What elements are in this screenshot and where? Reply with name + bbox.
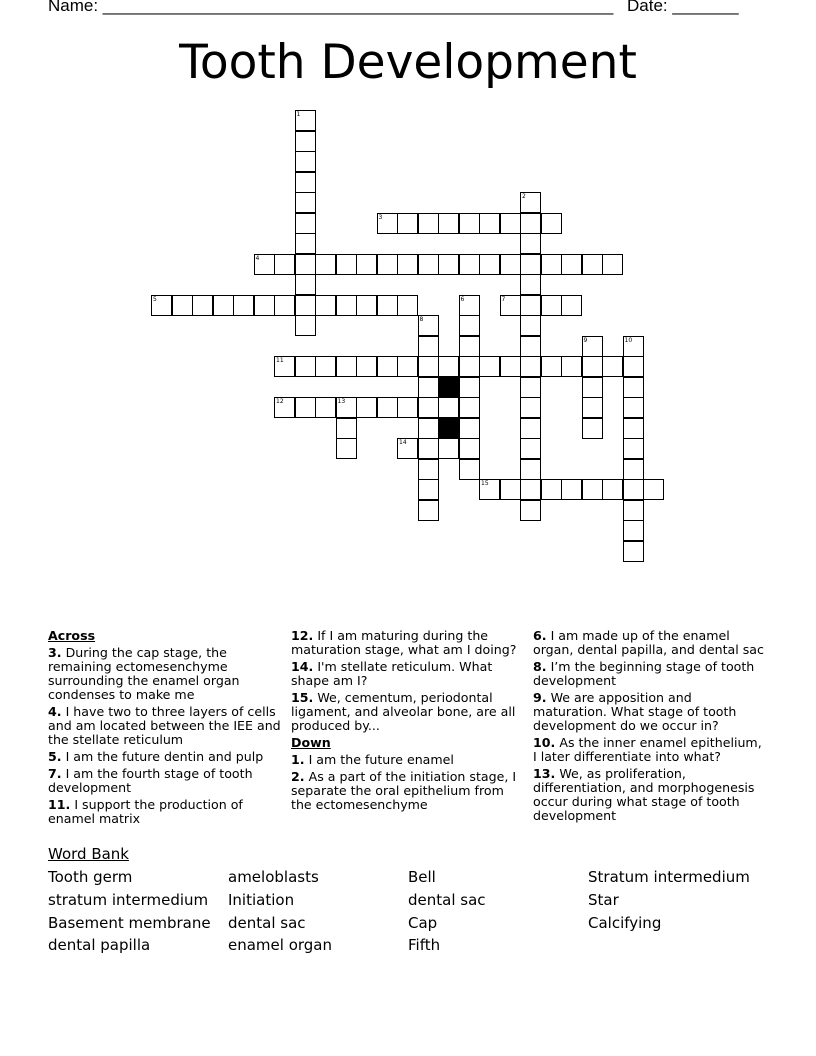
crossword-cell[interactable] <box>520 438 541 459</box>
crossword-cell[interactable] <box>315 295 336 316</box>
crossword-cell[interactable] <box>172 295 193 316</box>
crossword-cell[interactable] <box>459 377 480 398</box>
word-bank-item: ameloblasts <box>228 868 319 886</box>
crossword-cell[interactable] <box>602 479 623 500</box>
crossword-cell[interactable] <box>418 459 439 480</box>
word-bank-item: Bell <box>408 868 436 886</box>
clue-down-1: 1. I am the future enamel <box>291 752 454 767</box>
crossword-cell[interactable] <box>438 397 459 418</box>
cell-number: 3 <box>378 213 383 221</box>
crossword-cell[interactable] <box>520 315 541 336</box>
crossword-cell[interactable] <box>356 356 377 377</box>
crossword-cell[interactable] <box>479 479 500 500</box>
cell-number: 8 <box>419 316 424 323</box>
crossword-cell[interactable] <box>438 254 459 275</box>
crossword-cell[interactable] <box>459 315 480 336</box>
cell-number: 4 <box>255 254 260 262</box>
cell-number: 14 <box>399 439 407 446</box>
crossword-cell[interactable] <box>520 418 541 439</box>
clue-down-9: 9. We are apposition and maturation. What stage of tooth development do we occur in? <box>533 690 737 733</box>
cell-number: 13 <box>337 398 346 405</box>
word-bank-item: Tooth germ <box>48 868 133 886</box>
crossword-cell[interactable] <box>561 356 582 377</box>
crossword-cell[interactable] <box>418 438 439 459</box>
crossword-cell[interactable] <box>397 254 418 275</box>
crossword-cell[interactable] <box>295 356 316 377</box>
crossword-cell[interactable] <box>623 336 644 357</box>
crossword-cell[interactable] <box>520 192 541 213</box>
word-bank-item: Star <box>588 891 619 909</box>
crossword-cell[interactable] <box>602 356 623 377</box>
clue-across-7: 7. I am the fourth stage of tooth development <box>48 766 253 795</box>
clue-down-8: 8. I’m the beginning stage of tooth development <box>533 659 755 688</box>
crossword-cell[interactable] <box>315 356 336 377</box>
word-bank-item: dental sac <box>228 914 306 932</box>
crossword-cell[interactable] <box>295 192 316 213</box>
crossword-cell[interactable] <box>623 377 644 398</box>
crossword-cell[interactable] <box>459 356 480 377</box>
cell-number: 6 <box>460 295 465 303</box>
crossword-cell[interactable] <box>459 336 480 357</box>
crossword-cell[interactable] <box>356 397 377 418</box>
crossword-black-cell <box>438 418 459 439</box>
crossword-cell[interactable] <box>274 397 295 418</box>
crossword-cell[interactable] <box>356 295 377 316</box>
crossword-cell[interactable] <box>356 254 377 275</box>
crossword-cell[interactable] <box>295 131 316 152</box>
crossword-cell[interactable] <box>459 213 480 234</box>
clues-column-2 <box>291 629 523 815</box>
crossword-cell[interactable] <box>438 356 459 377</box>
crossword-cell[interactable] <box>274 254 295 275</box>
crossword-cell[interactable] <box>315 254 336 275</box>
crossword-cell[interactable] <box>520 274 541 295</box>
clue-across-3: 3. During the cap stage, the remaining ectomesenchyme surrounding the enamel organ condenses to make me <box>48 645 240 702</box>
cell-number: 15 <box>481 480 489 487</box>
crossword-cell[interactable] <box>377 213 398 234</box>
crossword-cell[interactable] <box>295 397 316 418</box>
word-bank-item: dental sac <box>408 891 486 909</box>
crossword-cell[interactable] <box>561 295 582 316</box>
clue-across-5: 5. I am the future dentin and pulp <box>48 749 264 764</box>
crossword-cell[interactable] <box>582 254 603 275</box>
word-bank-item: Stratum intermedium <box>588 868 750 886</box>
crossword-cell[interactable] <box>377 397 398 418</box>
crossword-cell[interactable] <box>418 315 439 336</box>
crossword-cell[interactable] <box>377 356 398 377</box>
crossword-cell[interactable] <box>520 459 541 480</box>
crossword-cell[interactable] <box>315 397 336 418</box>
crossword-cell[interactable] <box>623 397 644 418</box>
crossword-cell[interactable] <box>336 438 357 459</box>
crossword-cell[interactable] <box>520 233 541 254</box>
cell-number: 9 <box>583 336 588 344</box>
crossword-cell[interactable] <box>500 356 521 377</box>
crossword-cell[interactable] <box>295 151 316 172</box>
date-field-label: Date: _______ <box>627 0 739 15</box>
crossword-cell[interactable] <box>623 479 644 500</box>
crossword-cell[interactable] <box>541 254 562 275</box>
page-title: Tooth Development <box>179 35 637 90</box>
crossword-cell[interactable] <box>418 500 439 521</box>
crossword-cell[interactable] <box>295 233 316 254</box>
crossword-cell[interactable] <box>295 172 316 193</box>
crossword-cell[interactable] <box>520 377 541 398</box>
crossword-cell[interactable] <box>295 315 316 336</box>
crossword-cell[interactable] <box>643 479 664 500</box>
crossword-cell[interactable] <box>623 541 644 562</box>
crossword-cell[interactable] <box>541 213 562 234</box>
crossword-cell[interactable] <box>541 295 562 316</box>
cell-number: 5 <box>153 295 157 303</box>
crossword-cell[interactable] <box>377 254 398 275</box>
crossword-cell[interactable] <box>459 418 480 439</box>
word-bank-item: Cap <box>408 914 438 932</box>
crossword-cell[interactable] <box>520 356 541 377</box>
crossword-cell[interactable] <box>479 213 500 234</box>
crossword-cell[interactable] <box>459 459 480 480</box>
crossword-cell[interactable] <box>418 479 439 500</box>
crossword-cell[interactable] <box>418 336 439 357</box>
crossword-cell[interactable] <box>582 356 603 377</box>
name-field-label: Name: ______________________________________________________ <box>48 0 614 15</box>
crossword-cell[interactable] <box>520 336 541 357</box>
crossword-cell[interactable] <box>623 500 644 521</box>
crossword-cell[interactable] <box>602 254 623 275</box>
crossword-cell[interactable] <box>582 479 603 500</box>
crossword-cell[interactable] <box>377 295 398 316</box>
crossword-cell[interactable] <box>254 295 275 316</box>
crossword-cell[interactable] <box>336 295 357 316</box>
word-bank-title: Word Bank <box>48 845 129 863</box>
crossword-cell[interactable] <box>459 254 480 275</box>
clue-down-2: 2. As a part of the initiation stage, I separate the oral epithelium from the ectomesenchyme <box>291 769 517 812</box>
crossword-cell[interactable] <box>459 397 480 418</box>
clue-across-14: 14. I'm stellate reticulum. What shape am I? <box>291 659 493 688</box>
crossword-cell[interactable] <box>623 520 644 541</box>
cell-number: 1 <box>296 111 301 118</box>
crossword-cell[interactable] <box>418 356 439 377</box>
crossword-cell[interactable] <box>295 295 316 316</box>
clue-across-4: 4. I have two to three layers of cells and am located between the IEE and the stellate reticulum <box>48 704 281 747</box>
crossword-cell[interactable] <box>479 254 500 275</box>
cell-number: 10 <box>624 336 633 344</box>
crossword-cell[interactable] <box>418 377 439 398</box>
cell-number: 12 <box>276 398 284 405</box>
crossword-cell[interactable] <box>459 438 480 459</box>
crossword-cell[interactable] <box>520 254 541 275</box>
clue-across-12: 12. If I am maturing during the maturation stage, what am I doing? <box>291 628 517 657</box>
word-bank-item: stratum intermedium <box>48 891 209 909</box>
crossword-cell[interactable] <box>438 213 459 234</box>
word-bank-item: enamel organ <box>228 936 333 954</box>
clue-across-15: 15. We, cementum, periodontal ligament, and alveolar bone, are all produced by... <box>291 690 516 733</box>
crossword-cell[interactable] <box>541 356 562 377</box>
crossword-cell[interactable] <box>623 356 644 377</box>
crossword-cell[interactable] <box>295 213 316 234</box>
crossword-cell[interactable] <box>336 418 357 439</box>
crossword-cell[interactable] <box>397 397 418 418</box>
cell-number: 7 <box>501 295 506 303</box>
crossword-cell[interactable] <box>274 295 295 316</box>
crossword-cell[interactable] <box>295 110 316 131</box>
word-bank-item: Calcifying <box>588 914 662 932</box>
crossword-cell[interactable] <box>254 254 275 275</box>
crossword-cell[interactable] <box>274 356 295 377</box>
crossword-cell[interactable] <box>397 438 418 459</box>
crossword-cell[interactable] <box>520 213 541 234</box>
crossword-cell[interactable] <box>520 479 541 500</box>
crossword-cell[interactable] <box>295 274 316 295</box>
crossword-cell[interactable] <box>623 418 644 439</box>
word-bank-item: dental papilla <box>48 936 151 954</box>
crossword-cell[interactable] <box>500 254 521 275</box>
crossword-cell[interactable] <box>582 336 603 357</box>
crossword-cell[interactable] <box>397 295 418 316</box>
crossword-cell[interactable] <box>500 295 521 316</box>
crossword-cell[interactable] <box>397 356 418 377</box>
crossword-cell[interactable] <box>151 295 172 316</box>
crossword-cell[interactable] <box>418 397 439 418</box>
across-heading: Across <box>48 628 96 643</box>
crossword-cell[interactable] <box>397 213 418 234</box>
crossword-black-cell <box>438 377 459 398</box>
clue-down-10: 10. As the inner enamel epithelium, I later differentiate into what? <box>533 735 762 764</box>
crossword-cell[interactable] <box>418 418 439 439</box>
cell-number: 11 <box>276 357 284 364</box>
crossword-cell[interactable] <box>541 479 562 500</box>
crossword-cell[interactable] <box>336 254 357 275</box>
crossword-cell[interactable] <box>418 213 439 234</box>
crossword-cell[interactable] <box>192 295 213 316</box>
crossword-cell[interactable] <box>336 397 357 418</box>
crossword-cell[interactable] <box>520 500 541 521</box>
clue-across-11: 11. I support the production of enamel matrix <box>48 797 243 826</box>
crossword-cell[interactable] <box>336 356 357 377</box>
word-bank-item: Basement membrane <box>48 914 211 932</box>
crossword-cell[interactable] <box>213 295 234 316</box>
crossword-cell[interactable] <box>561 479 582 500</box>
crossword-cell[interactable] <box>623 438 644 459</box>
clues-column-3 <box>533 629 769 826</box>
crossword-cell[interactable] <box>500 479 521 500</box>
crossword-cell[interactable] <box>233 295 254 316</box>
crossword-cell[interactable] <box>295 254 316 275</box>
crossword-cell[interactable] <box>582 418 603 439</box>
crossword-cell[interactable] <box>459 295 480 316</box>
crossword-cell[interactable] <box>418 254 439 275</box>
cell-number: 2 <box>522 193 526 200</box>
clues-column-1 <box>48 629 286 829</box>
clue-down-6: 6. I am made up of the enamel organ, dental papilla, and dental sac <box>533 628 764 657</box>
down-heading: Down <box>291 735 331 750</box>
crossword-cell[interactable] <box>500 213 521 234</box>
crossword-cell[interactable] <box>623 459 644 480</box>
crossword-cell[interactable] <box>520 295 541 316</box>
crossword-cell[interactable] <box>520 397 541 418</box>
word-bank-item: Initiation <box>228 891 295 909</box>
clue-down-13: 13. We, as proliferation, differentiation, and morphogenesis occur during what stage of tooth development <box>533 766 755 823</box>
word-bank-item: Fifth <box>408 936 441 954</box>
crossword-cell[interactable] <box>561 254 582 275</box>
crossword-cell[interactable] <box>582 377 603 398</box>
crossword-cell[interactable] <box>479 356 500 377</box>
crossword-cell[interactable] <box>582 397 603 418</box>
crossword-cell[interactable] <box>438 438 459 459</box>
